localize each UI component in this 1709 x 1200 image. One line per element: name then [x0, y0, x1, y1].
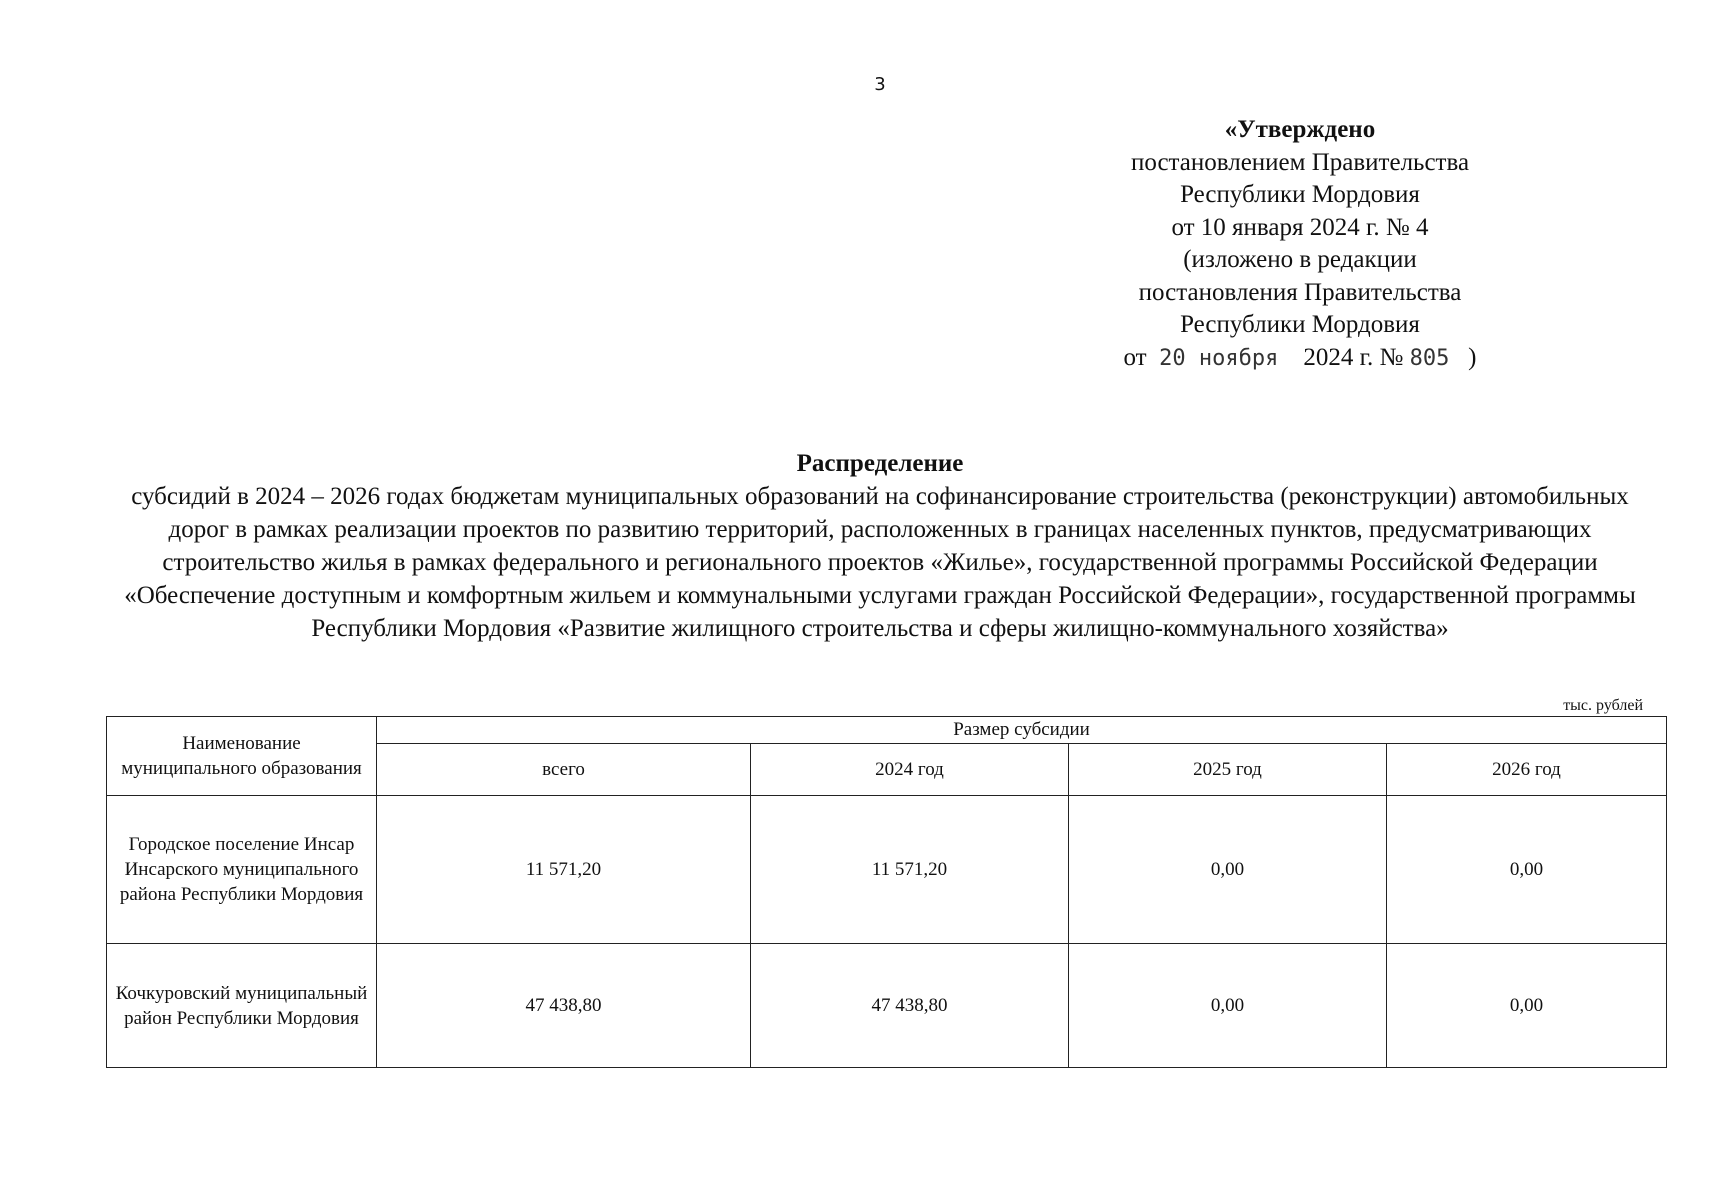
units-label: тыс. рублей [1563, 697, 1643, 714]
title-heading: Распределение [796, 450, 964, 477]
header-2026: 2026 год [1387, 744, 1667, 796]
row-2025: 0,00 [1069, 944, 1387, 1068]
subsidy-table [106, 716, 1667, 1068]
approval-line: Республики Мордовия [1180, 311, 1420, 338]
table-header-row [107, 717, 1667, 744]
approval-line: (изложено в редакции [1183, 246, 1417, 273]
approval-line: Республики Мордовия [1180, 181, 1420, 208]
approval-heading: «Утверждено [1224, 116, 1376, 143]
amendment-prefix: от [1123, 343, 1147, 371]
page-number: 3 [874, 74, 886, 95]
approval-block [1040, 114, 1560, 375]
table-row [107, 796, 1667, 944]
row-2026: 0,00 [1387, 944, 1667, 1068]
table-row [107, 944, 1667, 1068]
amendment-number: 805 [1409, 345, 1450, 371]
document-title [110, 447, 1650, 645]
header-name: Наименование муниципального образования [107, 717, 377, 796]
approval-line: от 10 января 2024 г. № 4 [1171, 213, 1429, 241]
amendment-close: ) [1468, 343, 1477, 371]
row-name: Городское поселение Инсар Инсарского муниципального района Республики Мордовия [107, 796, 377, 944]
approval-line: постановления Правительства [1138, 278, 1462, 306]
title-text: субсидий в 2024 – 2026 годах бюджетам муниципальных образований на софинансирование строительства (реконструкции) автомобильных дорог в рамках реализации проектов по развитию территорий, расположенных в границах населенных пунктов, предусматривающих строительство жилья в рамках федерального и регионального проектов «Жилье», государственной программы Российской Федерации «Обеспечение доступным и комфортным жильем и коммунальными услугами граждан Российской Федерации», государственной программы Республики Мордовия «Развитие жилищного строительства и сферы жилищно-коммунального хозяйства» [124, 483, 1636, 642]
approval-line: постановлением Правительства [1130, 148, 1470, 176]
header-2025: 2025 год [1069, 744, 1387, 796]
row-2026: 0,00 [1387, 796, 1667, 944]
header-total: всего [377, 744, 751, 796]
header-group: Размер субсидии [377, 717, 1667, 744]
row-name: Кочкуровский муниципальный район Республики Мордовия [107, 944, 377, 1068]
amendment-year: 2024 г. № [1303, 343, 1404, 371]
row-total: 47 438,80 [377, 944, 751, 1068]
header-2024: 2024 год [751, 744, 1069, 796]
row-2024: 47 438,80 [751, 944, 1069, 1068]
amendment-date: 20 ноября [1159, 345, 1279, 371]
row-2025: 0,00 [1069, 796, 1387, 944]
amendment-date-line [1040, 342, 1560, 376]
row-total: 11 571,20 [377, 796, 751, 944]
row-2024: 11 571,20 [751, 796, 1069, 944]
